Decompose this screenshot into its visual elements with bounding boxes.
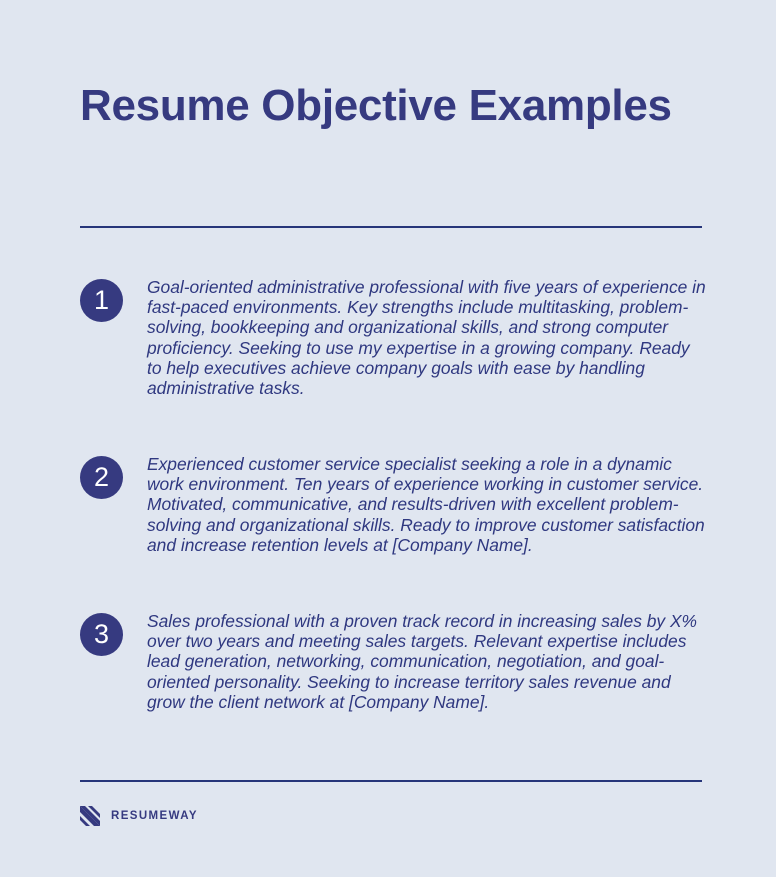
number-badge-1: 1 (80, 279, 123, 322)
title-divider (80, 226, 702, 228)
page-title: Resume Objective Examples (80, 81, 672, 130)
footer-divider (80, 780, 702, 782)
number-badge-3: 3 (80, 613, 123, 656)
resumeway-logo-icon (80, 806, 100, 826)
example-text-3: Sales professional with a proven track record in increasing sales by X% over two years and meeting sales targets. Relevant expertise includes lead generation, networking, communication, negotiation, and goal-oriented personality. Seeking to increase territory sales revenue and grow the client network at [Company Name]. (147, 611, 698, 712)
brand-logo (80, 806, 198, 826)
example-text-2: Experienced customer service specialist seeking a role in a dynamic work environment. Ten years of experience working in customer service. Motivated, communicative, and results-driven with excellent problem-solving and organizational skills. Ready to improve customer satisfaction and increase retention levels at [Company Name]. (147, 454, 705, 555)
brand-name: RESUMEWAY (111, 810, 198, 822)
number-badge-2: 2 (80, 456, 123, 499)
example-text-1: Goal-oriented administrative professional with five years of experience in fast-paced environments. Key strengths include multitasking, problem-solving, bookkeeping and organizational skills, and strong computer proficiency. Seeking to use my expertise in a growing company. Ready to help executives achieve company goals with ease by handling administrative tasks. (147, 277, 706, 399)
